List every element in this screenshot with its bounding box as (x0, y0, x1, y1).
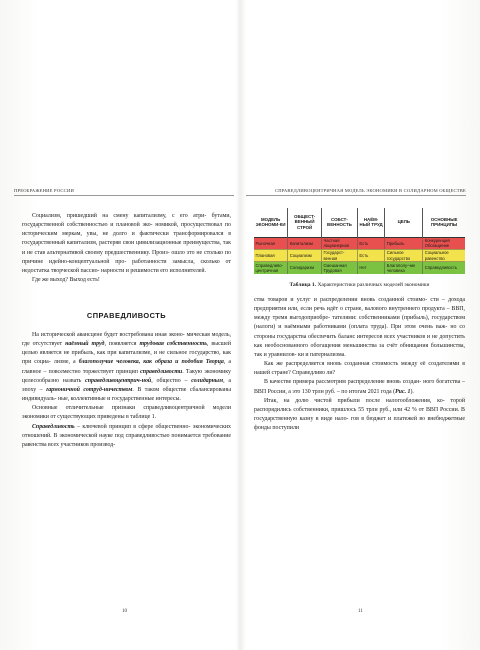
body-text-left (22, 331, 231, 450)
table-cell: Благополу-чие человека (385, 262, 423, 274)
table-cell: Социальное равенство (423, 249, 465, 261)
table-cell: Справедливо-центричная (254, 262, 288, 274)
table-cell: Смешанная Трудовая (322, 262, 358, 274)
table-header-cell: СОБСТ-ВЕННОСТЬ (322, 208, 358, 237)
table-cell: Конкуренция Обогащение (424, 238, 450, 249)
chapter-title: СПРАВЕДЛИВОСТЬ (86, 311, 167, 320)
table-cell: Социализм (288, 249, 322, 261)
figure-reference: Рис. 1 (395, 388, 411, 395)
table-row-market (254, 237, 465, 249)
table-cell: Солидаризм (288, 262, 322, 274)
body-paragraph: Справедливость – ключевой принцип в сфере общественно- экономических отношений. В экономической науке под справедливостью понимается требование равенства всех участников производ- (22, 423, 231, 448)
page-number-left: 10 (122, 609, 127, 614)
body-paragraph: В качестве примера рассмотрим распределение вновь создан- ного богатства – ВВП России, а это 130 трлн руб. – по итогам 2021 года (Рис. 1). (254, 379, 465, 395)
body-paragraph: ства товаров и услуг и распределении вновь созданной стоимо- сти – дохода предприятия или, если речь идёт о стране, валового внутреннего продукта – ВВП, между тремя выгодоприобре- тателями: собственниками (прибыль), государством (налоги) и наёмными работниками (оплата труда). При этом очень важ- но со стороны государства обеспечить баланс интересов всех участников и не допустить как необоснованного обогащения меньшинства за счёт обнищания большинства, так и уравнилов- ки и патернализма. (254, 297, 466, 358)
table-header-cell: ОБЩЕСТ-ВЕННЫЙ СТРОЙ (288, 208, 322, 237)
table-cell: Прибыль (385, 237, 423, 249)
table-header-cell: ОСНОВНЫЕ ПРИНЦИПЫ (430, 216, 458, 228)
intro-text (22, 212, 231, 285)
table-cell: Частная Акционерная (322, 237, 358, 249)
table-header-cell: ЦЕЛЬ (385, 208, 423, 237)
running-head-rule-right (246, 195, 466, 196)
running-head-rule-left (14, 195, 234, 196)
page-number-right: 11 (358, 609, 363, 614)
economic-models-table (254, 208, 465, 274)
intro-paragraph: Социализм, пришедший на смену капитализму, с его атри- бутами, государственной собственностью и плановой эко- номикой, просуществовал по историческим меркам, увы, не долго и фактически трансформировался в государственный капитализм, растеряв свои цивилизационные преимущества, так и не став альтернативой своему предшественнику. Произ- ошло это не столько по причине идейно-концептуальной про- работанности замысла, сколько от недостатка творческой пассио- нарности и решимости его исполнителей. (22, 213, 232, 274)
body-paragraph: На исторической авансцене будет востребована иная эконо- мическая модель, где отсутствует наёмный труд, появляется трудовая собственность, высшей целью является не прибыль, как при капитализме, и не сильное государство, как при социа- лизме, а благополучие человека, как образа и подобия Творца, а главное – повсеместно торжествует принцип справедливости. Такую экономику целесообразно назвать справедливоцентрич-ной, общество – солидарным, а эпоху – гармоничной сотруд-ничеством. В таком обществе сбалансированы индивидуаль- ные, коллективные и государственные интересы. (22, 332, 232, 403)
running-head-left: ПРЕОБРАЖЕНИЕ РОССИИ (14, 188, 74, 193)
table-header-row (254, 208, 465, 237)
table-header-cell: МОДЕЛЬ ЭКОНОМИ-КИ (254, 208, 288, 237)
table-cell: Нет (357, 262, 384, 274)
table-cell: Есть (357, 237, 384, 249)
table-caption-text: Характеристики различных моделей экономики (316, 282, 430, 288)
table-row-justice-centric (254, 262, 465, 274)
table-caption-label: Таблица 1. (289, 282, 317, 288)
table-cell: Государст-венная (322, 249, 358, 261)
body-paragraph: Как же распределяется вновь созданная стоимость между её создателями в нашей стране? Справедливо ли? (254, 361, 465, 377)
table-cell: Плановая (254, 249, 288, 261)
body-paragraph: Итак, на долю чистой прибыли после налогообложения, ко- торой распорядились собственники, пришлось 55 трлн руб., или 42 % от ВВП России. В государственную казну в виде нало- гов в бюджет и платежей во внебюджетные фонды поступили (254, 397, 465, 432)
table-caption (254, 282, 465, 288)
table-cell: Рыночная (254, 237, 288, 249)
table-cell: Сильное государство (385, 249, 423, 261)
table-row-planned (254, 249, 465, 261)
body-text-right (254, 296, 465, 433)
table-cell: Справедливость (423, 262, 465, 274)
running-head-right: СПРАВЕДЛИВОЦЕНТРИЧНАЯ МОДЕЛЬ ЭКОНОМИКИ В СОЛИДАРНОМ ОБЩЕСТВЕ (274, 188, 466, 193)
table-cell: Есть (357, 249, 384, 261)
table-header-cell: НАЁМ-НЫЙ ТРУД (357, 208, 384, 237)
question-line: Где же выход? Выход есть! (32, 277, 100, 284)
table-cell: Капитализм (288, 237, 322, 249)
right-page (240, 0, 480, 650)
body-paragraph: Основные отличительные признаки справедливоцентричной модели экономики от существующих приведены в таблице 1. (22, 405, 231, 421)
